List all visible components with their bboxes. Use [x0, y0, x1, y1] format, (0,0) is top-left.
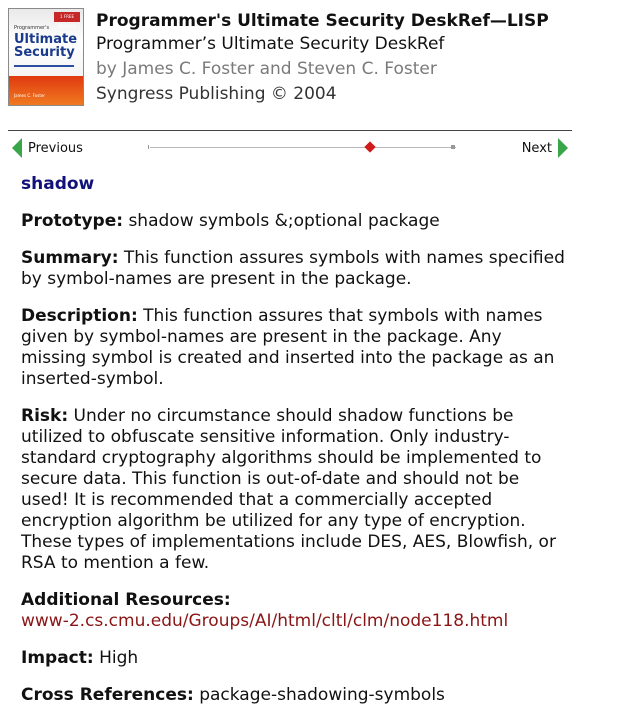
description-label: Description:: [21, 306, 138, 326]
summary-label: Summary:: [21, 248, 119, 268]
book-publisher: Syngress Publishing © 2004: [96, 84, 337, 104]
book-header: [0, 0, 640, 132]
summary-section: [21, 248, 571, 290]
risk-label: Risk:: [21, 406, 69, 426]
risk-text: Under no circumstance should shadow functions be utilized to obfuscate sensitive information. Only industry-standard cryptography algorithms should be implemented to secure data. This function is out-of-date and should not be used! It is recommended that a commercially accepted encryption algorithm be utilized for any type of encryption. These types of implementations include DES, AES, Blowfish, or RSA to mention a few.: [21, 406, 556, 573]
impact-section: [21, 648, 571, 669]
prototype-label: Prototype:: [21, 211, 124, 231]
progress-track-end: [451, 145, 455, 149]
function-name: shadow: [21, 174, 95, 194]
cover-stripe: [14, 65, 74, 67]
description-text: This function assures that symbols with names given by symbol-names are present in the package. Any missing symbol is created and inserted into the package as an inserted-symbol.: [21, 306, 555, 389]
impact-text: High: [99, 648, 139, 668]
xref-label: Cross References:: [21, 685, 194, 705]
next-button[interactable]: [522, 138, 568, 158]
book-author: by James C. Foster and Steven C. Foster: [96, 59, 437, 79]
triangle-right-icon: [558, 138, 568, 158]
description-section: [21, 306, 571, 390]
header-divider: [8, 130, 572, 131]
prototype-text: shadow symbols &;optional package: [128, 211, 440, 231]
cover-series: Programmer's: [14, 25, 50, 31]
xref-text: package-shadowing-symbols: [199, 685, 445, 705]
resources-label: Additional Resources:: [21, 590, 231, 610]
progress-track[interactable]: [150, 147, 456, 148]
entry-content: [21, 174, 571, 722]
diamond-marker-icon[interactable]: [365, 141, 376, 152]
prototype-section: [21, 211, 571, 232]
book-meta: [96, 10, 549, 107]
cover-author: James C. Foster: [14, 93, 46, 98]
triangle-left-icon: [12, 138, 22, 158]
xref-section: [21, 685, 571, 706]
cover-title-line1: Ultimate: [14, 32, 78, 47]
book-title: Programmer's Ultimate Security DeskRef—LISP: [96, 11, 549, 31]
risk-section: [21, 406, 571, 574]
previous-label: Previous: [28, 140, 83, 156]
next-label: Next: [521, 140, 552, 156]
impact-label: Impact:: [21, 648, 94, 668]
cover-title-line2: Security: [14, 45, 75, 60]
cover-badge: 1 FREE WEBINAR: [54, 12, 80, 22]
resources-section: [21, 590, 571, 632]
page-navigation: [0, 136, 640, 160]
summary-text: This function assures symbols with names specified by symbol-names are present in the package.: [21, 248, 565, 289]
book-subtitle: Programmer’s Ultimate Security DeskRef: [96, 34, 445, 54]
previous-button[interactable]: [12, 138, 83, 158]
resources-link[interactable]: www-2.cs.cmu.edu/Groups/AI/html/cltl/clm/node118.html: [21, 611, 509, 631]
book-cover-image: [8, 8, 84, 106]
